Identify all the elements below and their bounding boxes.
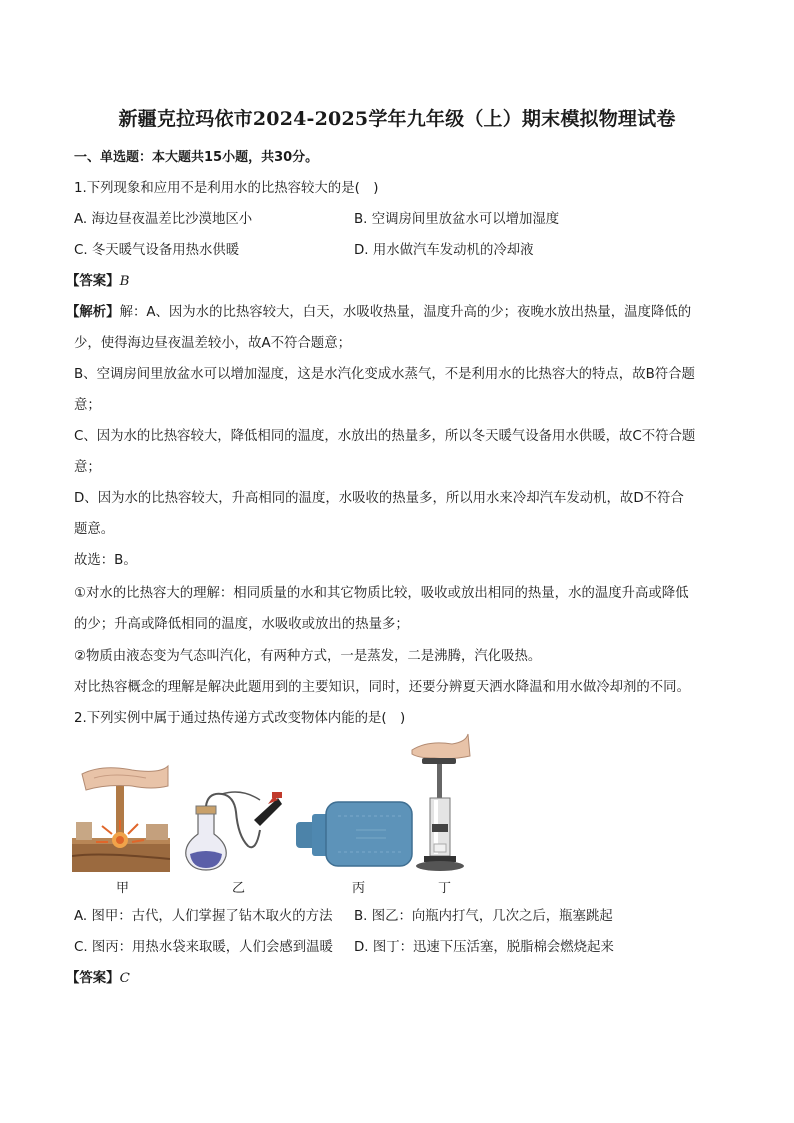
- question-1-analysis-line-8: 题意。: [74, 522, 115, 537]
- question-1-analysis-line-4: 意；: [74, 398, 101, 413]
- answer-value: C: [119, 971, 130, 986]
- question-1-analysis-line-10: ①对水的比热容大的理解：相同质量的水和其它物质比较，吸收或放出相同的热量，水的温度升高或降低: [74, 586, 689, 601]
- question-1-analysis-line-3: B、空调房间里放盆水可以增加湿度，这是水汽化变成水蒸气，不是利用水的比热容大的特点，故B符合题: [74, 367, 695, 382]
- question-1-analysis-line-1: [66, 301, 691, 320]
- question-1-analysis-line-9: 故选：B。: [74, 553, 137, 568]
- figure-yi-bottle-pump: [182, 790, 286, 872]
- figure-bing-hot-water-bag: [296, 800, 414, 868]
- figure-ding-piston: [408, 732, 472, 872]
- question-1-option-d: D. 用水做汽车发动机的冷却液: [354, 243, 534, 258]
- figure-label-bing: 丙: [352, 881, 366, 896]
- question-1-option-a: A. 海边昼夜温差比沙漠地区小: [74, 212, 253, 227]
- question-1-analysis-line-13: 对比热容概念的理解是解决此题用到的主要知识，同时，还要分辨夏天洒水降温和用水做冷却剂的不同。: [74, 680, 690, 695]
- question-2-option-a: A. 图甲：古代，人们掌握了钻木取火的方法: [74, 909, 333, 924]
- question-1-option-c: C. 冬天暖气设备用热水供暖: [74, 243, 240, 258]
- question-2-option-b: B. 图乙：向瓶内打气，几次之后，瓶塞跳起: [354, 909, 613, 924]
- question-1-analysis-line-5: C、因为水的比热容较大，降低相同的温度，水放出的热量多，所以冬天暖气设备用水供暖，故C不符合题: [74, 429, 696, 444]
- question-1-analysis-line-7: D、因为水的比热容较大，升高相同的温度，水吸收的热量多，所以用水来冷却汽车发动机，故D不符合: [74, 491, 684, 506]
- question-2-stem: 2.下列实例中属于通过热传递方式改变物体内能的是( ): [74, 711, 406, 726]
- page-title: 新疆克拉玛依市2024-2025学年九年级（上）期末模拟物理试卷: [118, 108, 676, 130]
- question-2-option-c: C. 图丙：用热水袋来取暖，人们会感到温暖: [74, 940, 333, 955]
- analysis-tag: 【解析】: [66, 305, 120, 320]
- figure-label-yi: 乙: [232, 881, 246, 896]
- question-1-analysis-line-12: ②物质由液态变为气态叫汽化，有两种方式，一是蒸发，二是沸腾，汽化吸热。: [74, 649, 542, 664]
- answer-value: B: [119, 274, 130, 289]
- figure-label-ding: 丁: [438, 881, 452, 896]
- question-2-option-d: D. 图丁：迅速下压活塞，脱脂棉会燃烧起来: [354, 940, 614, 955]
- answer-tag: 【答案】: [66, 971, 120, 986]
- section-heading: 一、单选题：本大题共15小题，共30分。: [74, 150, 319, 165]
- figure-jia-drill-fire: [72, 764, 170, 872]
- answer-tag: 【答案】: [66, 274, 120, 289]
- question-1-stem: 1.下列现象和应用不是利用水的比热容较大的是( ): [74, 181, 379, 196]
- figure-label-jia: 甲: [116, 881, 130, 896]
- question-1-answer: [66, 270, 129, 289]
- question-1-analysis-line-6: 意；: [74, 460, 101, 475]
- analysis-text: 解：A、因为水的比热容较大，白天，水吸收热量，温度升高的少；夜晚水放出热量，温度降低的: [119, 305, 692, 320]
- question-1-analysis-line-2: 少，使得海边昼夜温差较小，故A不符合题意；: [74, 336, 351, 351]
- question-2-answer: [66, 967, 130, 986]
- question-1-analysis-line-11: 的少；升高或降低相同的温度，水吸收或放出的热量多；: [74, 617, 409, 632]
- question-1-option-b: B. 空调房间里放盆水可以增加湿度: [354, 212, 560, 227]
